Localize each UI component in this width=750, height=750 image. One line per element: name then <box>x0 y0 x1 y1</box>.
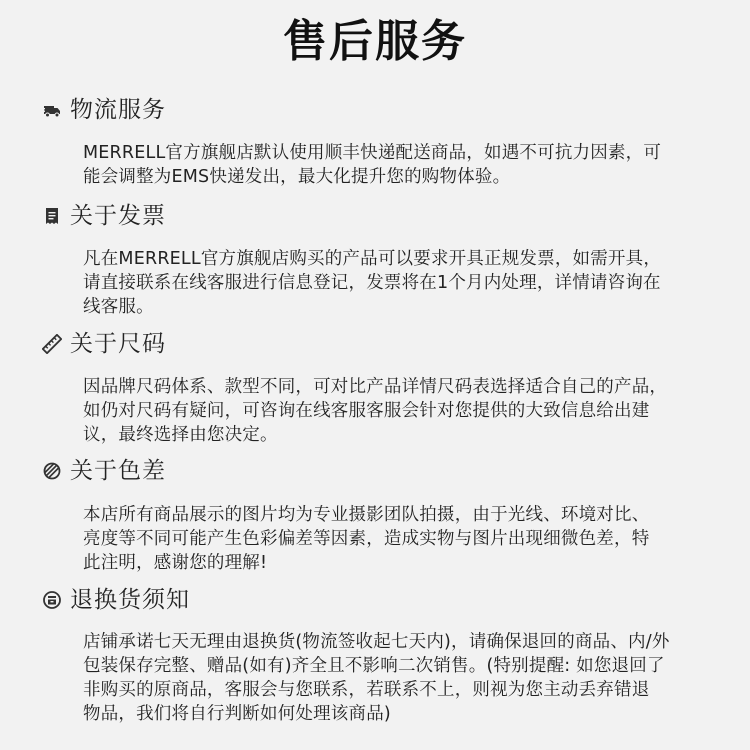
section-title: 物流服务 <box>70 97 166 123</box>
section-title: 关于色差 <box>70 458 166 484</box>
section-logistics <box>0 95 750 187</box>
body-line: 线客服。 <box>83 297 154 317</box>
body-line: 此注明，感谢您的理解! <box>83 553 268 573</box>
section-header <box>0 201 750 231</box>
page-title: 售后服务 <box>283 16 467 67</box>
body-line: 本店所有商品展示的图片均为专业摄影团队拍摄，由于光线、环境对比、 <box>83 505 650 525</box>
body-line: 请直接联系在线客服进行信息登记，发票将在1个月内处理，详情请咨询在 <box>83 273 661 293</box>
body-line: 如仍对尺码有疑问，可咨询在线客服客服会针对您提供的大致信息给出建 <box>83 401 650 421</box>
body-line: 物品，我们将自行判断如何处理该商品) <box>83 704 391 724</box>
section-title: 关于尺码 <box>70 331 166 357</box>
section-body <box>83 503 708 575</box>
section-body <box>83 375 708 447</box>
truck-icon <box>42 100 62 120</box>
section-body <box>83 630 708 726</box>
body-line: 非购买的原商品，客服会与您联系，若联系不上，则视为您主动丢弃错退 <box>83 680 650 700</box>
section-body <box>83 141 708 189</box>
return-exchange-icon <box>42 590 62 610</box>
body-line: 议，最终选择由您决定。 <box>83 425 278 445</box>
color-palette-icon <box>42 461 62 481</box>
section-header <box>0 329 750 359</box>
body-line: 能会调整为EMS快递发出，最大化提升您的购物体验。 <box>83 167 511 187</box>
receipt-icon <box>42 206 62 226</box>
section-returns <box>0 585 750 724</box>
section-header <box>0 95 750 125</box>
body-line: 亮度等不同可能产生色彩偏差等因素，造成实物与图片出现细微色差，特 <box>83 529 650 549</box>
body-line: 因品牌尺码体系、款型不同，可对比产品详情尺码表选择适合自己的产品， <box>83 377 668 397</box>
section-header <box>0 456 750 486</box>
section-invoice <box>0 201 750 317</box>
body-line: 凡在MERRELL官方旗舰店购买的产品可以要求开具正规发票，如需开具， <box>83 249 662 269</box>
section-header <box>0 585 750 615</box>
body-line: 店铺承诺七天无理由退换货(物流签收起七天内)，请确保退回的商品、内/外 <box>83 632 670 652</box>
body-line: MERRELL官方旗舰店默认使用顺丰快递配送商品，如遇不可抗力因素，可 <box>83 143 662 163</box>
body-line: 包装保存完整、赠品(如有)齐全且不影响二次销售。(特别提醒: 如您退回了 <box>83 656 665 676</box>
section-title: 关于发票 <box>70 203 166 229</box>
section-size <box>0 329 750 445</box>
ruler-icon <box>42 334 62 354</box>
section-color-difference <box>0 456 750 573</box>
section-body <box>83 247 708 319</box>
section-title: 退换货须知 <box>70 587 190 613</box>
